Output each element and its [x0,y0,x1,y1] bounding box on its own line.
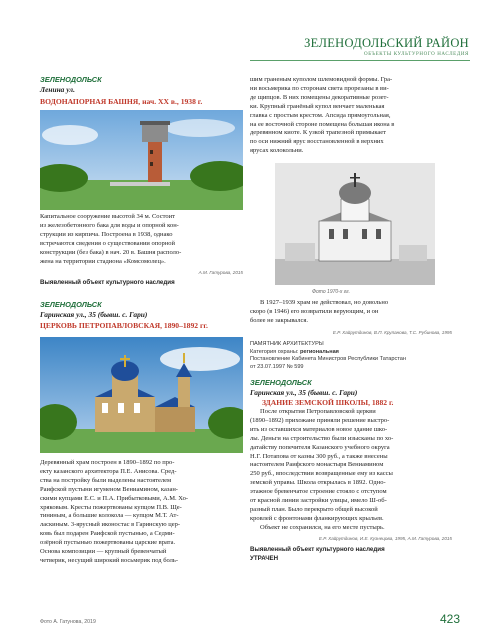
archive-photo-caption: Фото 1970-х гг. [312,289,351,295]
section-title: ЗЕЛЕНОДОЛЬСКИЙ РАЙОН [304,36,469,50]
section-subtitle: ОБЪЕКТЫ КУЛЬТУРНОГО НАСЛЕДИЯ [364,52,469,57]
church-description-continued [250,76,452,156]
church-cont-line: ки. Крупный гранёный купол венчает маленькая [250,102,385,110]
church-description [40,459,243,566]
church-history [250,299,452,326]
church-text-line: Раифской пустыни игуменом Вениамином, казан- [40,485,178,493]
category-value: региональная [300,348,339,355]
church-text-line: ковь был подарен Раифской пустынью, а Седми- [40,530,175,538]
church-text-line: Деревянный храм построен в 1890–1892 по про- [40,459,175,466]
church-cont-line: шим граненым куполом шлемовидной формы. Гра- [250,76,393,83]
footer-photo-credit: Фото А. Гатуновa, 2019 [40,619,96,625]
church-history-line: В 1927–1939 храм не действовал, но довольно [260,299,389,306]
school-text-line: После открытия Петропавловской церкви [260,408,376,415]
school-district: ЗЕЛЕНОДОЛЬСК [250,378,312,387]
church-district: ЗЕЛЕНОДОЛЬСК [40,300,102,309]
church-text-line: екту казанского архитектора П.Е. Анисова. Сред- [40,467,177,475]
school-text-line: кровлей с фронтонами фланкирующих крыльев. [250,514,384,522]
school-text-line: от красной линии застройки улицы, имело Ш-об- [250,497,387,505]
church-text-line: четверик, несущий широкий восьмерик под боль- [40,556,179,564]
school-text-line: ить из оставшихся материалов новое здание шко- [250,425,388,433]
church-heading [40,300,250,330]
category-title: ПАМЯТНИК АРХИТЕКТУРЫ [250,341,324,347]
church-archive-photo [275,163,435,285]
school-text-line: датайству попечителя Казанского учебного округа [250,443,390,451]
tower-text-line: струкции из кирпича. Построена в 1938, однако [40,230,173,238]
church-text-line: ства на постройку были выделены настоятелем [40,476,172,484]
school-address: Гаринская ул., 35 (бывш. с. Гари) [250,388,358,397]
school-title: ЗДАНИЕ ЗЕМСКОЙ ШКОЛЫ, 1882 г. [262,398,394,407]
petropavlovskaya-church-photo [40,337,243,453]
church-history-line: более не закрывался. [250,316,308,324]
church-text-line: тининым, а большие колокола — купцом М.Т. Ат- [40,512,179,520]
tower-heading [40,75,240,106]
school-description [250,408,452,533]
school-text-line: 250 руб., впоследствии возвращенные ему из кассы [250,470,393,478]
church-cont-line: деревянном киоте. К узкой трапезной примыкает [250,129,387,137]
church-title: ЦЕРКОВЬ ПЕТРОПАВЛОВСКАЯ, 1890–1892 гг. [40,321,208,330]
tower-text-line: жена на территории стадиона «Комсомолец». [40,257,166,265]
tower-district: ЗЕЛЕНОДОЛЬСК [40,75,102,84]
school-text-line: Объект не сохранился, на его месте пустырь. [260,523,385,531]
category-line [250,349,460,357]
tower-description [40,213,243,266]
school-text-line: настоятелем Раифского монастыря Вениамином [250,461,384,469]
church-text-line: хряковым. Кресты пожертвованы купцом П.В. Ще- [40,503,182,511]
school-heading [250,378,460,407]
school-text-line: (1890–1892) прихожане приняли решение выстро- [250,416,390,424]
church-cont-line: на ее восточной стороне помещена большая икона в [250,120,395,128]
water-tower-photo [40,110,243,210]
protection-category-block [250,341,460,371]
tower-text-line: конструкции (без бака) в нач. 20 в. Башня располо- [40,248,182,256]
church-text-line: скими купцами Е.С. и П.А. Прибытковыми, А.М. Хо- [40,494,189,502]
page-number: 423 [439,612,460,626]
tower-text-line: Капитальное сооружение высотой 34 м. Состоит [40,213,175,220]
tower-title: ВОДОНАПОРНАЯ БАШНЯ, нач. XX в., 1938 г. [40,97,203,106]
category-prefix: Категория охраны: [250,348,300,355]
decree-line-2: от 23.07.1997 № 599 [250,363,304,370]
church-text-line: озёрной пустынью пожертвованы царские врата. [40,539,176,547]
church-history-line: скоро (в 1946) его возвратили верующим, и он [250,307,379,315]
school-text-line: этажное бревенчатое строение стояло с отступом [250,488,387,496]
church-cont-line: ярусах колокольни. [250,147,304,155]
church-cont-line: де щипцов. В них помещены декоративные розет- [250,93,389,101]
tower-text-line: из железобетонного бака для воды и опорной кон- [40,221,179,229]
school-credit: Е.Р. Хайрутдинов, И.Е. Кузнецова, 1995, А.М. Гатурова, 2015 [318,536,452,541]
school-text-line: разный план. Было перекрыто общей высокой [250,505,378,513]
tower-address: Ленина ул. [40,85,75,94]
church-cont-line: ни восьмерика по сторонам света прорезаны в ви- [250,84,389,92]
church-address: Гаринская ул., 35 (бывш. с. Гари) [40,310,148,319]
tower-status: Выявленный объект культурного наследия [40,279,175,286]
tower-photo-credit: А.М. Гатурова, 2015 [198,270,243,275]
church-credit: Е.Р. Хайрутдинов, В.П. Крупанова, Т.С. Рубинова, 1995 [332,330,452,335]
header-rule [250,60,470,61]
school-text-line: земской управы. Школа открылась в 1892. Одно- [250,479,386,487]
church-text-line: Основа композиции — крупный бревенчатый [40,548,167,556]
decree-line-1: Постановление Кабинета Министров Республики Татарстан [250,356,406,362]
church-cont-line: по оси нижний ярус восстановленной в верхних [250,138,384,146]
school-text-line: Н.Г. Потапова от казны 300 руб., а также внесены [250,452,388,460]
church-cont-line: главка с простым крестом. Апсида прямоугольная, [250,111,391,119]
church-text-line: ласкиным. 3-ярусный иконостас в Гаринскую цер- [40,521,181,529]
school-status: Выявленный объект культурного наследия [250,546,385,553]
school-lost-status: УТРАЧЕН [250,555,279,562]
school-text-line: лы. Деньги на строительство были изысканы по хо- [250,434,394,442]
tower-text-line: встречаются сведения о существовании опорной [40,239,175,247]
